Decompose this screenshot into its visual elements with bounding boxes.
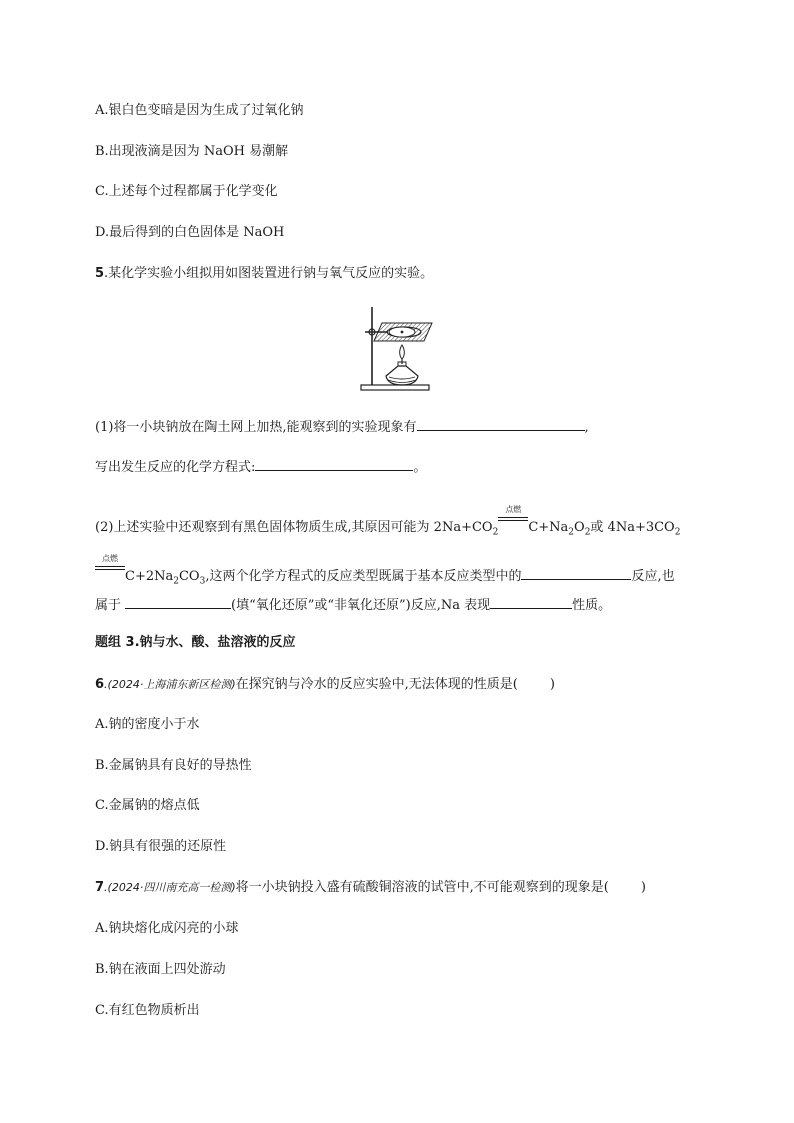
q4-option-d: D.最后得到的白色固体是 NaOH (95, 225, 285, 240)
q7-option-c: C.有红色物质析出 (95, 1003, 200, 1018)
answer-blank[interactable] (417, 416, 585, 431)
q5-part2-line3 (95, 594, 611, 615)
condition-label: 点燃 (102, 554, 118, 563)
answer-blank[interactable] (521, 565, 631, 580)
q5-part2-line2 (95, 554, 675, 591)
subscript: 2 (173, 576, 179, 587)
apparatus-figure-icon (358, 305, 434, 393)
condition-label: 点燃 (505, 505, 522, 514)
q6-stem-text: 在探究钠与冷水的反应实验中,无法体现的性质是( (235, 677, 518, 692)
question-source: .(2024·四川南充高一检测) (104, 881, 236, 894)
q5-part1-period: 。 (413, 460, 427, 475)
q5-part1-text: (1)将一小块钠放在陶土网上加热,能观察到的实验现象有 (95, 420, 417, 435)
section-heading: 题组 3.钠与水、酸、盐溶液的反应 (95, 635, 296, 650)
q5-part2-text3: 反应,也 (631, 569, 675, 584)
q4-option-b: B.出现液滴是因为 NaOH 易潮解 (95, 144, 289, 159)
subscript: 3 (199, 576, 206, 587)
q5-part1-equation-prompt: 写出发生反应的化学方程式: (95, 460, 256, 475)
q6-option-d: D.钠具有很强的还原性 (95, 839, 227, 854)
q5-part2-text: (2)上述实验中还观察到有黑色固体物质生成,其原因可能为 2Na+CO (95, 520, 493, 535)
q7-close-paren: ) (640, 880, 646, 895)
q5-part2-line1 (95, 505, 681, 542)
q5-part2-text6: 性质。 (572, 598, 612, 613)
subscript: 2 (492, 527, 499, 538)
q4-option-c: C.上述每个过程都属于化学变化 (95, 184, 278, 199)
q5-part1-line1 (95, 416, 589, 437)
q5-part2-product2: C+2Na (125, 569, 174, 584)
q6-stem (95, 676, 555, 694)
q6-option-c: C.金属钠的熔点低 (95, 798, 200, 813)
question-number: 7 (95, 880, 105, 895)
q5-part2-text2: ,这两个化学方程式的反应类型既属于基本反应类型中的 (205, 569, 522, 584)
answer-blank[interactable] (490, 594, 572, 609)
answer-blank[interactable] (255, 456, 413, 471)
question-number: 5 (95, 266, 105, 281)
subscript: 2 (568, 527, 575, 538)
question-number: 6 (95, 677, 105, 692)
q5-part1-line2 (95, 456, 426, 477)
question-source: .(2024·上海浦东新区检测) (104, 678, 236, 691)
q7-stem-text: 将一小块钠投入盛有硫酸铜溶液的试管中,不可能观察到的现象是( (235, 880, 609, 895)
answer-blank[interactable] (125, 594, 231, 609)
q4-option-a: A.银白色变暗是因为生成了过氧化钠 (95, 103, 304, 118)
q7-option-a: A.钠块熔化成闪亮的小球 (95, 921, 239, 936)
q5-part2-co: CO (178, 569, 200, 584)
q7-option-b: B.钠在液面上四处游动 (95, 962, 226, 977)
q5-part2-product-o: O (574, 520, 585, 535)
q5-stem (95, 265, 433, 283)
q6-option-b: B.金属钠具有良好的导热性 (95, 758, 252, 773)
q5-part1-comma: , (584, 420, 589, 435)
q5-part2-text5: (填“氧化还原”或“非氧化还原”)反应,Na 表现 (231, 598, 491, 613)
q5-part2-text4: 属于 (95, 598, 122, 613)
reaction-condition (498, 505, 528, 531)
q5-stem-text: .某化学实验小组拟用如图装置进行钠与氧气反应的实验。 (104, 266, 434, 281)
q6-option-a: A.钠的密度小于水 (95, 717, 200, 732)
q7-stem (95, 879, 646, 897)
reaction-condition (95, 554, 125, 580)
q5-part2-or: 或 4Na+3CO (590, 520, 675, 535)
q5-part2-product: C+Na (528, 520, 569, 535)
q6-close-paren: ) (549, 677, 555, 692)
subscript: 2 (584, 527, 591, 538)
subscript: 2 (674, 527, 681, 538)
